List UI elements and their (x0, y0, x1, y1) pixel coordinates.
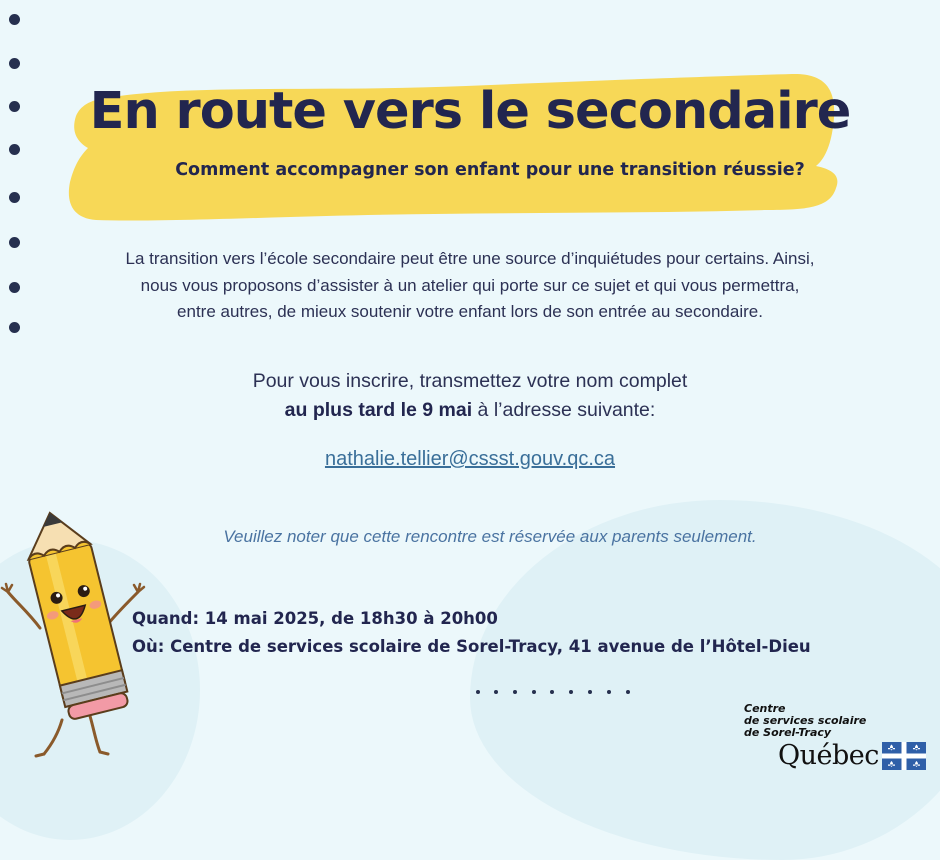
event-date: Quand: 14 mai 2025, de 18h30 à 20h00 (132, 609, 498, 628)
intro-line: La transition vers l’école secondaire peut être une source d’inquiétudes pour certains. Ainsi, (125, 249, 815, 268)
logo-line: Centre (744, 702, 786, 715)
intro-line: entre autres, de mieux soutenir votre enfant lors de son entrée au secondaire. (177, 302, 763, 321)
registration-line (120, 396, 820, 425)
background-blob-right (470, 500, 940, 860)
page-title: En route vers le secondaire (89, 82, 851, 141)
event-location: Où: Centre de services scolaire de Sorel-Tracy, 41 avenue de l’Hôtel-Dieu (132, 637, 811, 656)
quebec-wordmark: Québec (778, 740, 879, 771)
registration-line-rest: à l’adresse suivante: (472, 399, 656, 421)
pencil-mascot-illustration (0, 508, 160, 768)
quebec-flag-icon (882, 742, 926, 770)
registration-deadline: au plus tard le 9 mai (284, 399, 473, 421)
decorative-dots (476, 688, 636, 698)
registration-line: Pour vous inscrire, transmettez votre nom complet (252, 370, 688, 392)
registration-instructions (120, 367, 820, 425)
logo-line: de services scolaire (744, 714, 867, 727)
registration-email-link[interactable]: nathalie.tellier@cssst.gouv.qc.ca (324, 448, 616, 470)
page-subtitle: Comment accompagner son enfant pour une transition réussie? (175, 160, 805, 180)
school-service-centre-logo (744, 703, 866, 739)
notebook-holes (9, 14, 23, 344)
parents-only-note: Veuillez noter que cette rencontre est réservée aux parents seulement. (223, 527, 757, 546)
intro-line: nous vous proposons d’assister à un atelier qui porte sur ce sujet et qui vous permettra, (140, 275, 800, 295)
intro-paragraph (60, 246, 880, 326)
logo-line: de Sorel-Tracy (744, 726, 832, 739)
